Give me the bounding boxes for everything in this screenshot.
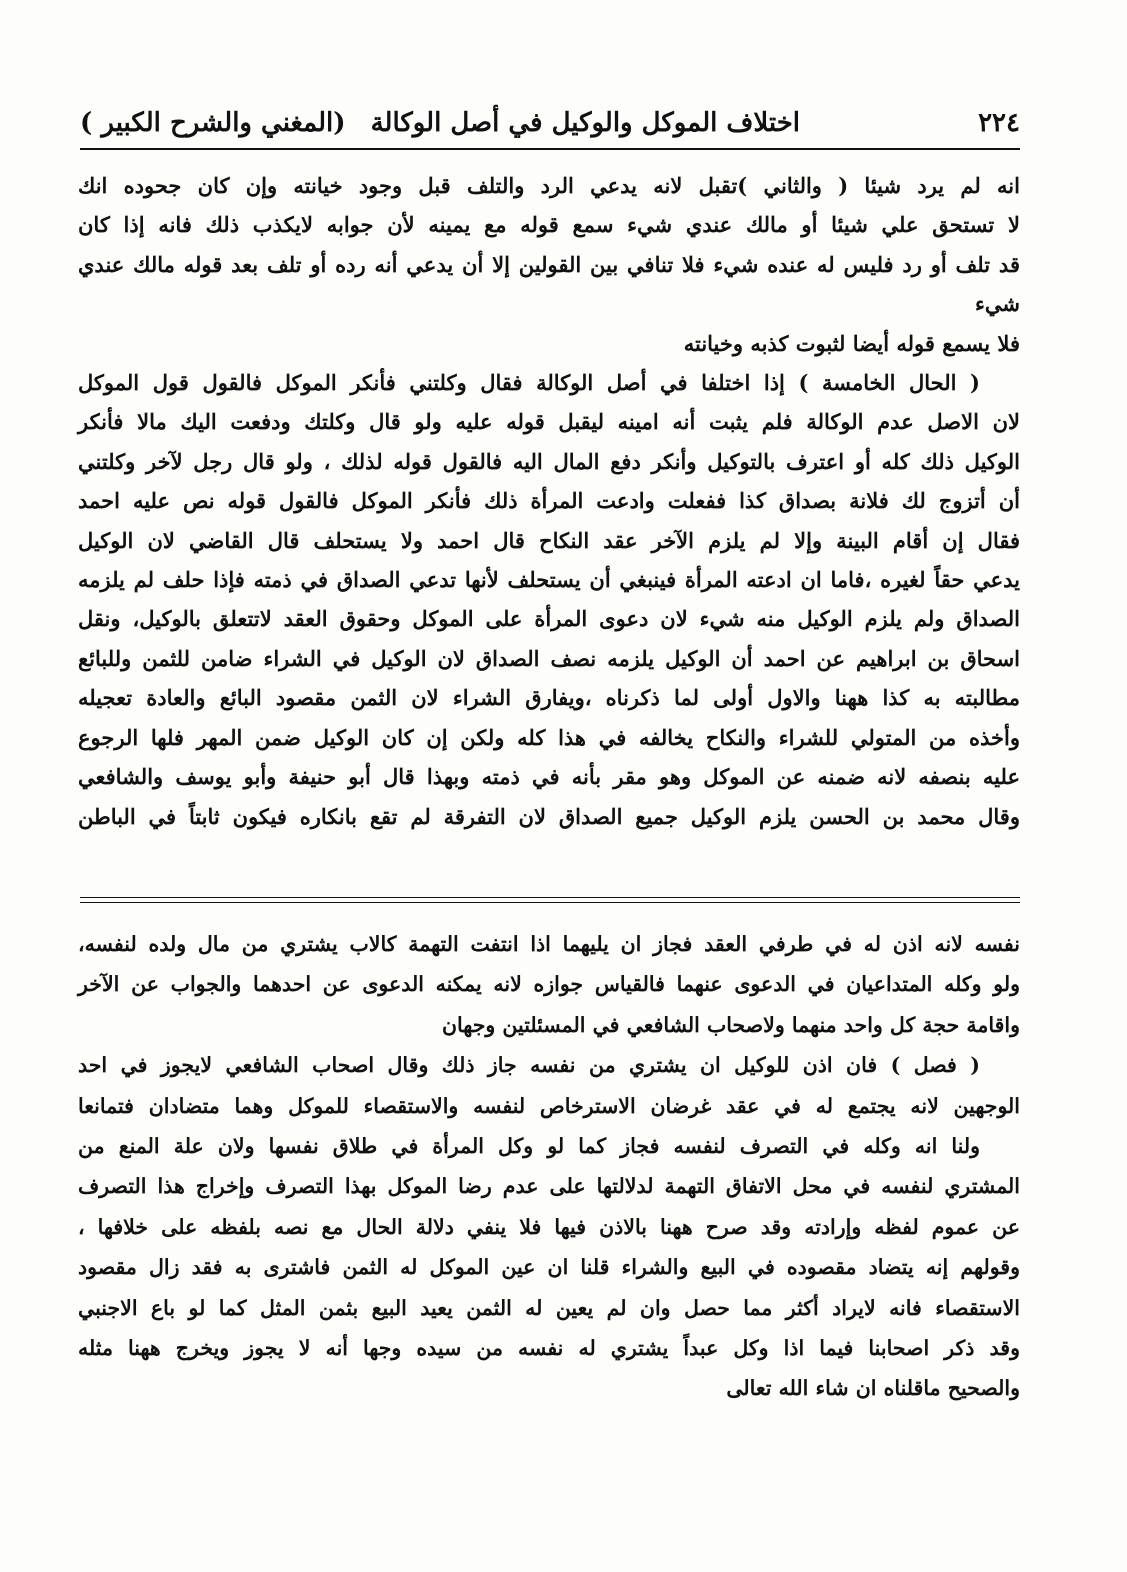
lower-line: الاستقصاء فانه لايراد أكثر مما حصل وان لم يعين له الثمن يعيد البيع بثمن المثل كما لو باع الاجنبي [78,1295,1020,1320]
lower-line: وقد ذكر اصحابنا فيما اذا وكل عبداً يشتري له نفسه من سيده وجها أنه لا يجوز ويخرج ههنا مثله [78,1336,1020,1361]
book-title: (المغني والشرح الكبير ) [80,108,346,138]
main-line: لا تستحق علي شيئا أو مالك عندي شيء سمع قوله مع يمينه لأن جوابه لايكذب ذلك فانه إذا كان [78,212,1020,238]
main-line: يدعي حقاً لغيره ،فاما ان ادعته المرأة فينبغي أن يستحلف لأنها تدعي الصداق في ذمته فإذا حلف لم يلزمه [78,567,1020,593]
lower-text [78,924,1020,1409]
main-line: فقال إن أقام البينة وإلا لم يلزم الآخر عقد النكاح قال احمد ولا يستحلف قال القاضي لان الوكيل [78,527,1020,553]
main-text [78,166,1020,836]
lower-line: ولنا انه وكله في التصرف لنفسه فجاز كما لو وكل المرأة في طلاق نفسها ولان علة المنع من [78,1134,980,1159]
main-line: وقال محمد بن الحسن يلزم الوكيل جميع الصداق لان التفرقة لم تقع بانكاره فيكون ثابتاً في الباطن [78,803,1020,829]
main-line: ( الحال الخامسة ) إذا اختلفا في أصل الوكالة فقال وكلتني فأنكر الموكل فالقول قول الموكل [78,370,980,396]
section-separator [80,902,1020,903]
main-line: مطالبته به كذا ههنا والاول أولى لما ذكرناه ،ويفارق الشراء لان الثمن مقصود البائع والعادة تعجيله [78,685,1020,711]
section-separator [80,897,1020,898]
lower-line: نفسه لانه اذن له في طرفي العقد فجاز ان يليهما اذا انتفت التهمة كالاب يشتري من مال ولده لنفسه، [78,932,1020,956]
lower-line: ولو وكله المتداعيان في الدعوى عنهما فالقياس جوازه لانه يمكنه الدعوى عن احدهما والجواب عن الآخر [78,972,1020,997]
main-line: فلا يسمع قوله أيضا لثبوت كذبه وخيانته [683,330,1020,356]
main-line: قد تلف أو رد فليس له عنده شيء فلا تنافي بين القولين إلا أن يدعي أنه رده أو تلف بعد قوله مالك عندي شيء [78,251,1020,317]
running-header [80,100,1020,148]
main-line: اسحاق بن ابراهيم عن احمد أن الوكيل يلزمه نصف الصداق لان الوكيل في الشراء ضامن للثمن وللبائع [78,645,1020,671]
page-number: ٢٢٤ [978,108,1020,138]
main-line: أن أتزوج لك فلانة بصداق كذا ففعلت وادعت المرأة ذلك فأنكر الموكل فالقول قوله نص عليه احمد [78,488,1020,514]
header-rule [80,148,1020,150]
chapter-title: اختلاف الموكل والوكيل في أصل الوكالة [370,108,800,138]
lower-line: عن عموم لفظه وإرادته وقد صرح ههنا بالاذن فيها فلا ينفي دلالة الحال مع نصه بلفظه على خلافها ، [78,1214,1020,1239]
main-line: لان الاصل عدم الوكالة فلم يثبت أنه امينه ليقبل قوله عليه ولو قال وكلتك ودفعت اليك مالا فأنكر [78,409,1020,435]
lower-line: المشتري لنفسه في محل الاتفاق التهمة لدلالتها على عدم رضا الموكل بهذا التصرف وإخراج هذا التصرف [78,1174,1020,1199]
lower-line: واقامة حجة كل واحد منهما ولاصحاب الشافعي في المسئلتين وجهان [441,1012,1020,1037]
lower-line: الوجهين لانه يجتمع له في عقد غرضان الاسترخاص لنفسه والاستقصاء للموكل وهما متضادان فتمانعا [78,1093,1020,1118]
lower-line: ( فصل ) فان اذن للوكيل ان يشتري من نفسه جاز ذلك وقال اصحاب الشافعي لايجوز في احد [78,1053,980,1078]
main-line: وأخذه من المتولي للشراء والنكاح يخالفه في هذا كله ولكن إن كان الوكيل ضمن المهر فلها الرجوع [78,724,1020,750]
main-line: انه لم يرد شيئا ( والثاني )تقبل لانه يدعي الرد والتلف قبل وجود خيانته وإن كان جحوده انك [78,173,1020,198]
lower-line: والصحيح ماقلناه ان شاء الله تعالى [726,1376,1020,1401]
lower-line: وقولهم إنه يتضاد مقصوده في البيع والشراء قلنا ان عين الموكل له الثمن فاشترى به فقد زال مقصود [78,1255,1020,1280]
main-line: الصداق ولم يلزم الوكيل منه شيء لان دعوى المرأة على الموكل وحقوق العقد لاتتعلق بالوكيل، ونقل [78,606,1020,632]
main-line: عليه بنصفه لانه ضمنه عن الموكل وهو مقر بأنه في ذمته وبهذا قال أبو حنيفة وأبو يوسف والشافعي [78,764,1020,790]
main-line: الوكيل ذلك كله أو اعترف بالتوكيل وأنكر دفع المال اليه فالقول قوله لذلك ، ولو قال رجل لآخر وكلتني [78,448,1020,474]
